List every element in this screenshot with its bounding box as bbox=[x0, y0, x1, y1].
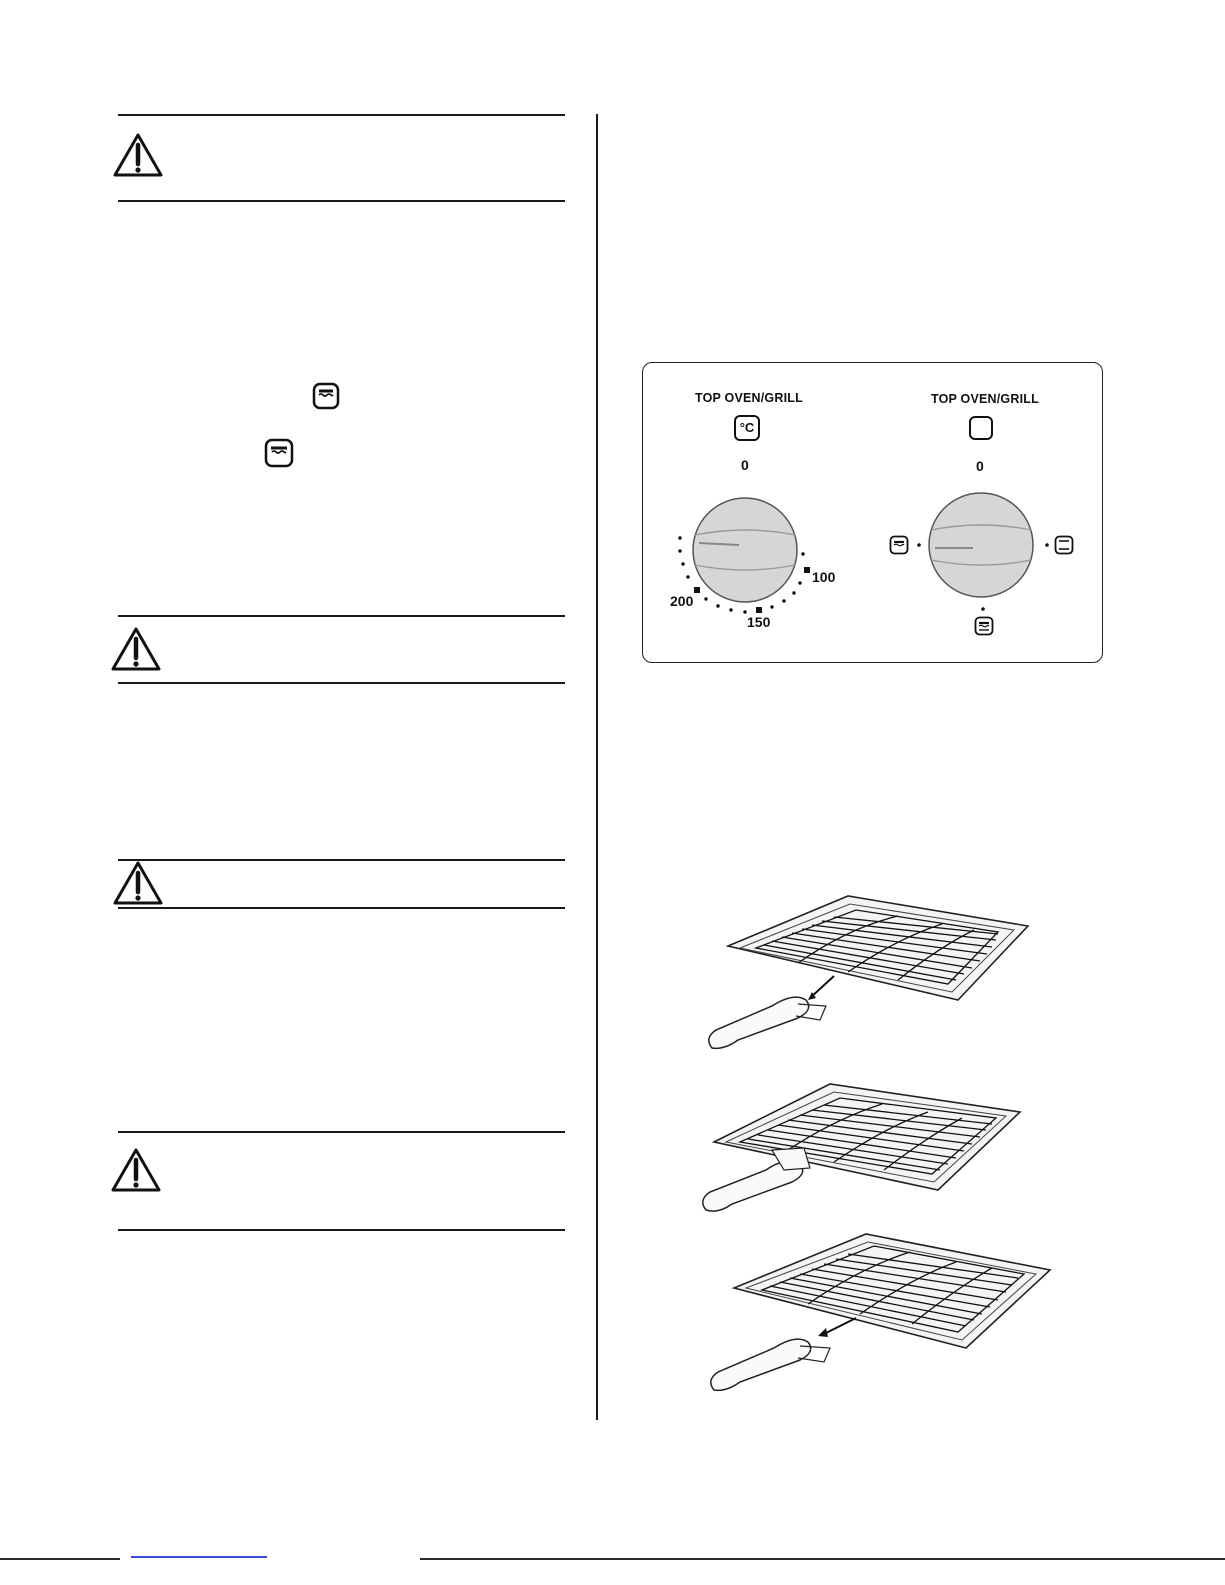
grill-pan-handle-attach-illustration bbox=[698, 888, 1038, 1058]
scale-label-100: 100 bbox=[812, 569, 836, 585]
scale-label-150: 150 bbox=[747, 614, 771, 630]
scale-label-200: 200 bbox=[670, 593, 694, 609]
left-dial-off-label: 0 bbox=[741, 457, 749, 473]
warning-rule-bottom bbox=[118, 907, 565, 909]
warning-rule-top bbox=[118, 859, 565, 861]
temperature-symbol-icon bbox=[734, 415, 760, 441]
grill-pan-handle-remove-illustration bbox=[700, 1228, 1060, 1398]
footer-rule bbox=[0, 1558, 120, 1560]
warning-rule-top bbox=[118, 114, 565, 116]
full-grill-icon bbox=[312, 382, 340, 410]
right-dial-title: TOP OVEN/GRILL bbox=[931, 392, 1039, 406]
footer-link-underline bbox=[131, 1556, 267, 1558]
half-grill-icon bbox=[889, 535, 909, 555]
warning-triangle-icon bbox=[110, 1147, 162, 1193]
half-grill-icon bbox=[264, 438, 294, 468]
grill-pan-handle-fitted-illustration bbox=[700, 1078, 1040, 1228]
left-dial-title: TOP OVEN/GRILL bbox=[695, 391, 803, 405]
warning-rule-top bbox=[118, 1131, 565, 1133]
warning-triangle-icon bbox=[110, 626, 162, 672]
top-oven-icon bbox=[974, 616, 994, 636]
warning-triangle-icon bbox=[112, 860, 164, 906]
warning-rule-bottom bbox=[118, 682, 565, 684]
oven-symbol-icon bbox=[969, 416, 993, 440]
full-grill-icon bbox=[1054, 535, 1074, 555]
temperature-symbol: °C bbox=[739, 420, 755, 435]
warning-triangle-icon bbox=[112, 132, 164, 178]
control-panel-illustration bbox=[642, 362, 1103, 663]
right-dial-off-label: 0 bbox=[976, 458, 984, 474]
warning-rule-bottom bbox=[118, 200, 565, 202]
temperature-dial[interactable] bbox=[663, 483, 873, 633]
column-divider bbox=[596, 114, 598, 1420]
footer-rule bbox=[420, 1558, 1225, 1560]
warning-rule-bottom bbox=[118, 1229, 565, 1231]
warning-rule-top bbox=[118, 615, 565, 617]
